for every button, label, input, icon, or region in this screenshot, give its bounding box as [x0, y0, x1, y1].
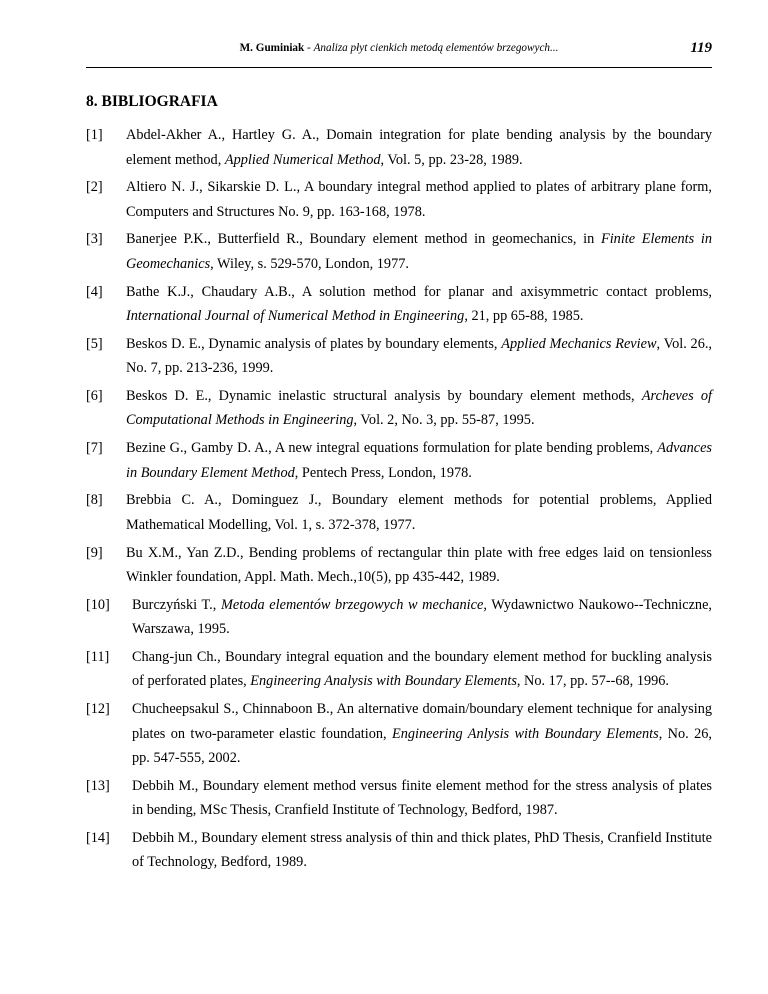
reference-text: [86, 280, 712, 329]
reference-text: [86, 697, 712, 771]
reference-text-part: , Wydawnictwo Naukowo--Techniczne, Warszawa, 1995.: [132, 596, 712, 638]
reference-item: [86, 488, 712, 537]
reference-text-part: Bezine G., Gamby D. A., A new integral equations formulation for plate bending problems,: [126, 440, 658, 457]
reference-title-italic: Advances in Boundary Element Method: [126, 440, 712, 481]
reference-number: [13]: [86, 777, 110, 794]
reference-title-italic: Metoda elementów brzegowych w mechanice: [220, 596, 484, 613]
reference-item: [86, 774, 712, 823]
reference-text-part: , No. 17, pp. 57--68, 1996.: [516, 673, 669, 690]
reference-text: [86, 774, 712, 823]
reference-title-italic: Engineering Anlysis with Boundary Elements: [392, 725, 659, 742]
header-text: [86, 42, 712, 54]
reference-text: [86, 645, 712, 694]
reference-title-italic: Archeves of Computational Methods in Engineering: [126, 387, 712, 429]
reference-text: [86, 332, 712, 381]
reference-item: [86, 826, 712, 875]
reference-item: [86, 384, 712, 433]
reference-text-part: , Wiley, s. 529-570, London, 1977.: [210, 255, 409, 272]
reference-text-part: Brebbia C. A., Dominguez J., Boundary element methods for potential problems, Applied Mathematical Modelling, Vol. 1, s. 372-378, 1977.: [126, 492, 712, 533]
reference-list: [86, 123, 712, 878]
reference-text: [86, 175, 712, 224]
reference-text-part: , Vol. 2, No. 3, pp. 55-87, 1995.: [353, 412, 535, 429]
reference-text-part: , 21, pp 65-88, 1985.: [464, 308, 584, 325]
reference-number: [6]: [86, 387, 103, 404]
header-rule: [86, 67, 712, 68]
reference-text-part: Chucheepsakul S., Chinnaboon B., An alternative domain/boundary element technique for analysing plates on two-parameter elastic foundation,: [132, 701, 712, 742]
reference-text: [86, 488, 712, 537]
reference-number: [10]: [86, 596, 110, 613]
reference-item: [86, 123, 712, 172]
reference-number: [8]: [86, 492, 103, 509]
reference-text-part: , Vol. 26., No. 7, pp. 213-236, 1999.: [126, 335, 712, 377]
reference-text: [86, 384, 712, 433]
reference-number: [1]: [86, 127, 103, 143]
reference-item: [86, 697, 712, 771]
reference-number: [4]: [86, 283, 103, 300]
reference-text-part: Beskos D. E., Dynamic analysis of plates by boundary elements,: [126, 335, 502, 352]
reference-text-part: Burczyński T.,: [132, 596, 221, 613]
reference-text: [86, 227, 712, 276]
reference-text: [86, 541, 712, 590]
reference-item: [86, 227, 712, 276]
reference-item: [86, 541, 712, 590]
reference-item: [86, 593, 712, 642]
reference-text-part: Bathe K.J., Chaudary A.B., A solution method for planar and axisymmetric contact problems,: [126, 283, 712, 300]
reference-title-italic: International Journal of Numerical Method in Engineering: [126, 308, 465, 325]
running-header: [86, 40, 712, 60]
reference-number: [9]: [86, 544, 103, 561]
reference-item: [86, 436, 712, 485]
reference-item: [86, 332, 712, 381]
reference-text-part: Abdel-Akher A., Hartley G. A., Domain integration for plate bending analysis by the boundary element method,: [126, 127, 712, 168]
reference-number: [14]: [86, 829, 110, 846]
reference-number: [12]: [86, 701, 110, 718]
reference-item: [86, 175, 712, 224]
reference-text: [86, 436, 712, 485]
reference-text-part: Debbih M., Boundary element method versus finite element method for the stress analysis of plates in bending, MSc Thesis, Cranfield Institute of Technology, Bedford, 1987.: [132, 777, 712, 819]
reference-text-part: Altiero N. J., Sikarskie D. L., A boundary integral method applied to plates of arbitrary plane form, Computers and Structures No. 9, pp. 163-168, 1978.: [126, 179, 712, 220]
header-title: Analiza płyt cienkich metodą elementów brzegowych...: [313, 42, 559, 54]
reference-text: [86, 593, 712, 642]
reference-item: [86, 280, 712, 329]
reference-text: [86, 826, 712, 875]
reference-text-part: , Pentech Press, London, 1978.: [294, 464, 472, 481]
reference-text-part: Banerjee P.K., Butterfield R., Boundary element method in geomechanics, in: [126, 231, 601, 248]
reference-number: [3]: [86, 231, 103, 248]
reference-title-italic: Applied Numerical Method: [224, 151, 381, 168]
reference-text-part: Bu X.M., Yan Z.D., Bending problems of rectangular thin plate with free edges laid on tensionless Winkler foundation, Appl. Math. Mech.,10(5), pp 435-442, 1989.: [126, 544, 712, 585]
reference-title-italic: Finite Elements in Geomechanics: [126, 231, 713, 272]
section-heading: 8. BIBLIOGRAFIA: [86, 93, 218, 110]
reference-text-part: Beskos D. E., Dynamic inelastic structural analysis by boundary element methods,: [126, 387, 642, 404]
reference-number: [7]: [86, 440, 103, 457]
reference-number: [5]: [86, 335, 103, 352]
reference-text-part: Debbih M., Boundary element stress analysis of thin and thick plates, PhD Thesis, Cranfield Institute of Technology, Bedford, 1989.: [132, 829, 712, 871]
reference-text-part: , Vol. 5, pp. 23-28, 1989.: [380, 151, 523, 168]
page-number: 119: [690, 40, 712, 56]
header-author: M. Guminiak: [239, 42, 305, 54]
reference-title-italic: Applied Mechanics Review: [501, 335, 657, 352]
reference-number: [11]: [86, 648, 110, 665]
reference-title-italic: Engineering Analysis with Boundary Elements: [250, 673, 517, 690]
reference-text-part: Chang-jun Ch., Boundary integral equation and the boundary element method for buckling analysis of perforated plates,: [132, 648, 712, 690]
reference-text: [86, 123, 712, 172]
reference-item: [86, 645, 712, 694]
reference-number: [2]: [86, 179, 103, 196]
reference-text-part: , No. 26, pp. 547-555, 2002.: [132, 725, 712, 767]
header-separator: -: [304, 42, 314, 54]
